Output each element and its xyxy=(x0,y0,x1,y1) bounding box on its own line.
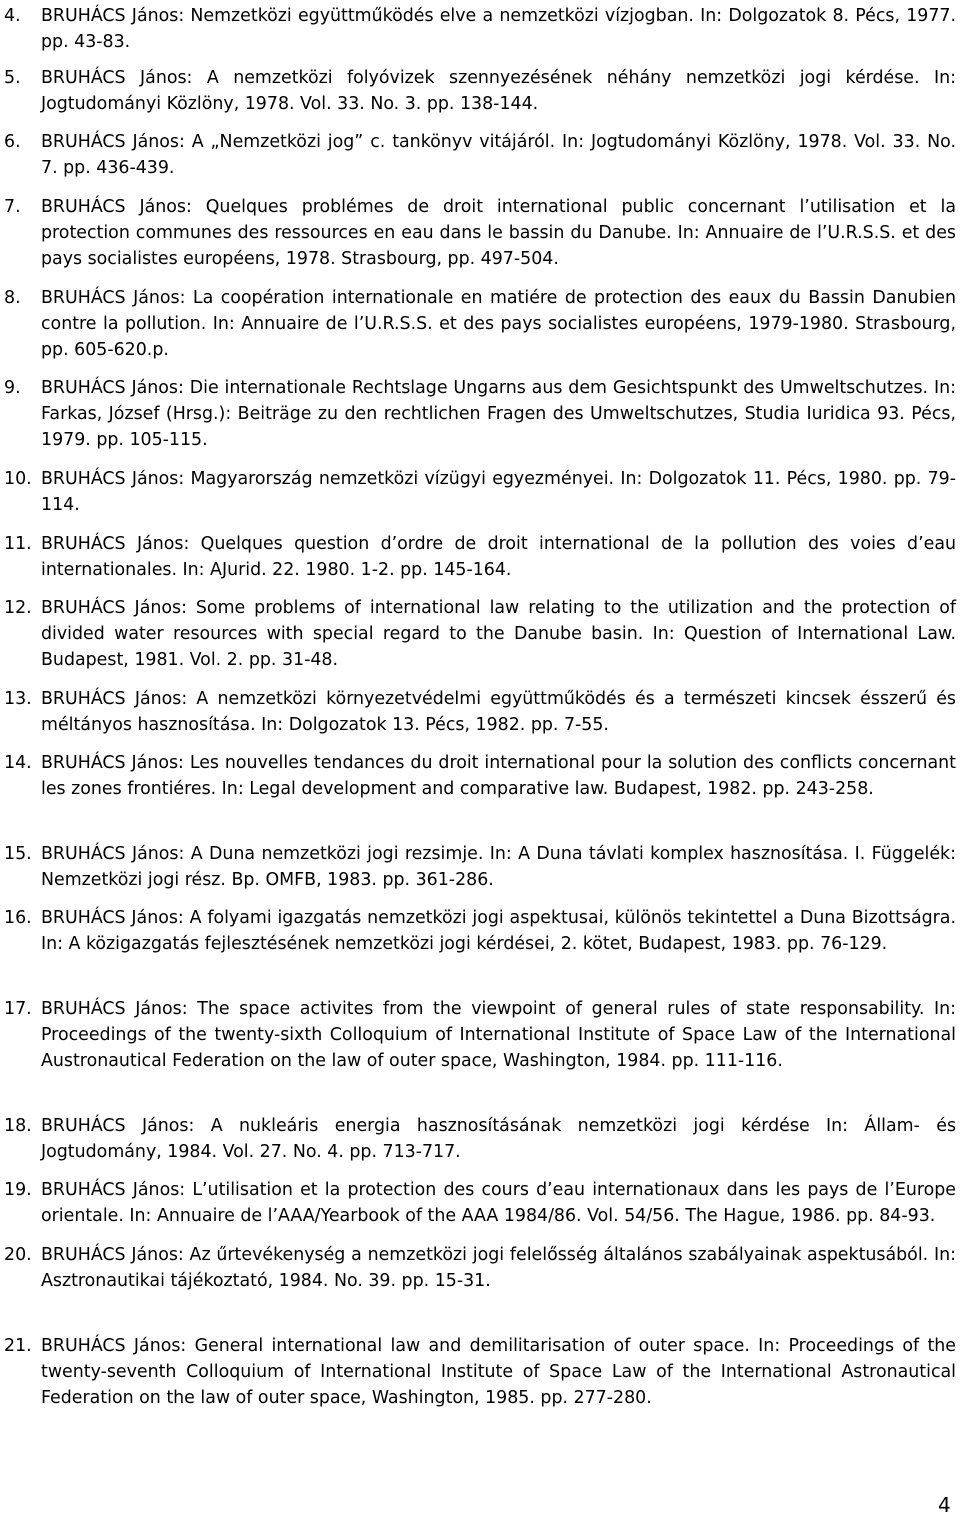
reference-item xyxy=(0,531,956,583)
reference-number: 20. xyxy=(4,1245,32,1265)
reference-item xyxy=(0,1177,956,1229)
reference-number: 11. xyxy=(4,534,32,554)
reference-number: 19. xyxy=(4,1180,32,1200)
reference-item xyxy=(0,750,956,802)
reference-text: BRUHÁCS János: Magyarország nemzetközi vízügyi egyezményei. In: Dolgozatok 11. Pécs, 1980. pp. 79-114. xyxy=(41,469,956,515)
reference-text: BRUHÁCS János: General international law and demilitarisation of outer space. In: Proceedings of the twenty-seventh Colloquium of International Institute of Space Law of the International Astronautical Federation on the law of outer space, Washington, 1985. pp. 277-280. xyxy=(41,1336,956,1408)
reference-text: BRUHÁCS János: Quelques question d’ordre de droit international de la pollution des voies d’eau internationales. In: AJurid. 22. 1980. 1-2. pp. 145-164. xyxy=(41,534,956,580)
reference-text: BRUHÁCS János: A nemzetközi környezetvédelmi együttműködés és a természeti kincsek ésszerű és méltányos hasznosítása. In: Dolgozatok 13. Pécs, 1982. pp. 7-55. xyxy=(41,689,956,735)
reference-number: 9. xyxy=(4,378,21,398)
reference-text: BRUHÁCS János: Quelques problémes de droit international public concernant l’utilisation et la protection communes des ressources en eau dans le bassin du Danube. In: Annuaire de l’U.R.S.S. et des pays socialistes européens, 1978. Strasbourg, pp. 497-504. xyxy=(41,197,956,269)
reference-text: BRUHÁCS János: The space activites from the viewpoint of general rules of state responsability. In: Proceedings of the twenty-sixth Colloquium of International Institute of Space Law of the International Austronautical Federation on the law of outer space, Washington, 1984. pp. 111-116. xyxy=(41,999,956,1071)
reference-number: 4. xyxy=(4,6,21,26)
reference-number: 6. xyxy=(4,132,21,152)
reference-text: BRUHÁCS János: Az űrtevékenység a nemzetközi jogi felelősség általános szabályainak aspektusából. In: Asztronautikai tájékoztató, 1984. No. 39. pp. 15-31. xyxy=(41,1245,956,1291)
reference-item xyxy=(0,375,956,453)
reference-item xyxy=(0,129,956,181)
reference-item xyxy=(0,1333,956,1411)
reference-number: 7. xyxy=(4,197,21,217)
reference-text: BRUHÁCS János: A Duna nemzetközi jogi rezsimje. In: A Duna távlati komplex hasznosítása. I. Függelék: Nemzetközi jogi rész. Bp. OMFB, 1983. pp. 361-286. xyxy=(41,844,956,890)
reference-number: 17. xyxy=(4,999,32,1019)
reference-text: BRUHÁCS János: A nukleáris energia hasznosításának nemzetközi jogi kérdése In: Állam- és Jogtudomány, 1984. Vol. 27. No. 4. pp. 713-717. xyxy=(41,1116,956,1162)
reference-item xyxy=(0,905,956,957)
reference-number: 21. xyxy=(4,1336,32,1356)
reference-number: 8. xyxy=(4,288,21,308)
reference-number: 12. xyxy=(4,598,32,618)
reference-text: BRUHÁCS János: Some problems of international law relating to the utilization and the protection of divided water resources with special regard to the Danube basin. In: Question of International Law. Budapest, 1981. Vol. 2. pp. 31-48. xyxy=(41,598,956,670)
reference-number: 16. xyxy=(4,908,32,928)
reference-number: 18. xyxy=(4,1116,32,1136)
reference-item xyxy=(0,65,956,117)
reference-text: BRUHÁCS János: A „Nemzetközi jog” c. tankönyv vitájáról. In: Jogtudományi Közlöny, 1978. Vol. 33. No. 7. pp. 436-439. xyxy=(41,132,956,178)
reference-number: 10. xyxy=(4,469,32,489)
reference-text: BRUHÁCS János: L’utilisation et la protection des cours d’eau internationaux dans les pays de l’Europe orientale. In: Annuaire de l’AAA/Yearbook of the AAA 1984/86. Vol. 54/56. The Hague, 1986. pp. 84-93. xyxy=(41,1180,956,1226)
reference-item xyxy=(0,686,956,738)
page-number: 4 xyxy=(938,1493,951,1517)
reference-item xyxy=(0,1242,956,1294)
reference-number: 14. xyxy=(4,753,32,773)
reference-number: 13. xyxy=(4,689,32,709)
reference-text: BRUHÁCS János: Die internationale Rechtslage Ungarns aus dem Gesichtspunkt des Umweltschutzes. In: Farkas, József (Hrsg.): Beiträge zu den rechtlichen Fragen des Umweltschutzes, Studia Iuridica 93. Pécs, 1979. pp. 105-115. xyxy=(41,378,956,450)
reference-item xyxy=(0,285,956,363)
reference-text: BRUHÁCS János: A folyami igazgatás nemzetközi jogi aspektusai, különös tekintettel a Duna Bizottságra. In: A közigazgatás fejlesztésének nemzetközi jogi kérdései, 2. kötet, Budapest, 1983. pp. 76-129. xyxy=(41,908,956,954)
reference-item xyxy=(0,996,956,1074)
reference-text: BRUHÁCS János: Nemzetközi együttműködés elve a nemzetközi vízjogban. In: Dolgozatok 8. Pécs, 1977. pp. 43-83. xyxy=(41,6,956,52)
reference-text: BRUHÁCS János: Les nouvelles tendances du droit international pour la solution des conflicts concernant les zones frontiéres. In: Legal development and comparative law. Budapest, 1982. pp. 243-258. xyxy=(41,753,956,799)
reference-text: BRUHÁCS János: La coopération internationale en matiére de protection des eaux du Bassin Danubien contre la pollution. In: Annuaire de l’U.R.S.S. et des pays socialistes européens, 1979-1980. Strasbourg, pp. 605-620.p. xyxy=(41,288,956,360)
reference-item xyxy=(0,466,956,518)
reference-number: 15. xyxy=(4,844,32,864)
reference-number: 5. xyxy=(4,68,21,88)
reference-item xyxy=(0,1113,956,1165)
reference-text: BRUHÁCS János: A nemzetközi folyóvizek szennyezésének néhány nemzetközi jogi kérdése. In: Jogtudományi Közlöny, 1978. Vol. 33. No. 3. pp. 138-144. xyxy=(41,68,956,114)
reference-item xyxy=(0,194,956,272)
reference-item xyxy=(0,595,956,673)
reference-item xyxy=(0,3,956,55)
reference-item xyxy=(0,841,956,893)
